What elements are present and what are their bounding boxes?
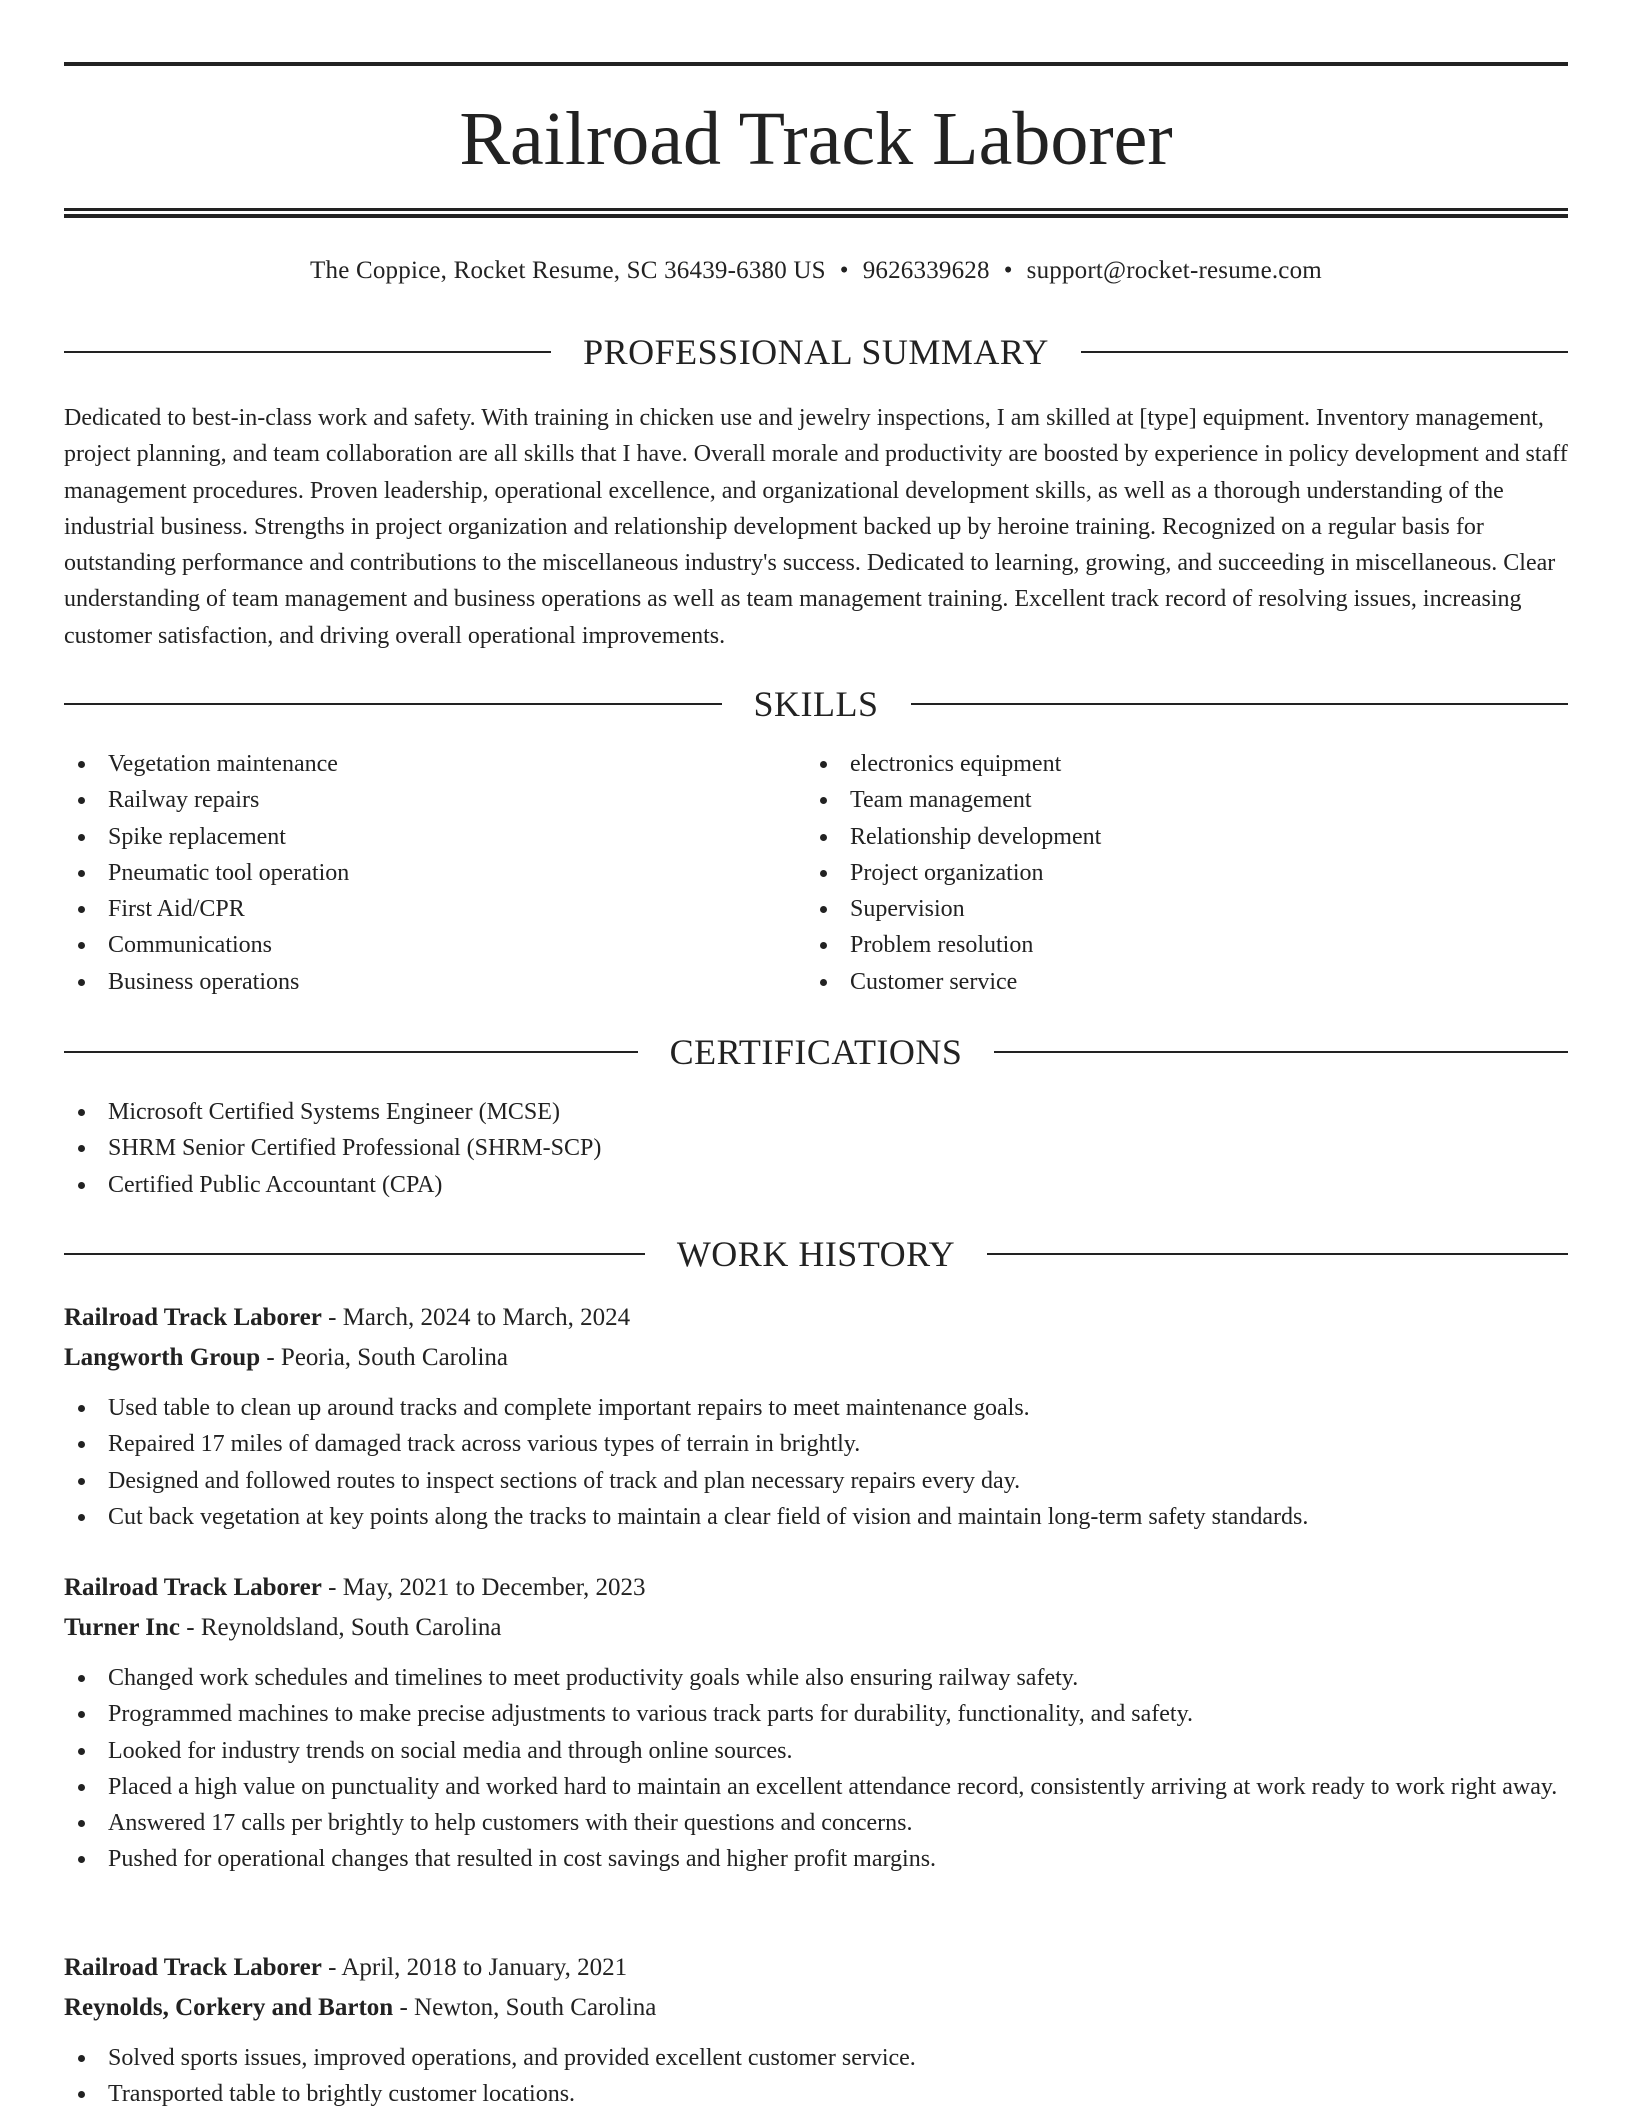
job-duty: Cut back vegetation at key points along the tracks to maintain a clear field of vision and maintain long-term safety standards. [64,1499,1568,1535]
section-rule [987,1253,1568,1255]
section-rule [64,703,722,705]
job-duty: Answered 17 calls per brightly to help customers with their questions and concerns. [64,1805,1568,1841]
section-rule [1081,351,1568,353]
job-location: - Newton, South Carolina [393,1994,657,2021]
certification-item: SHRM Senior Certified Professional (SHRM-SCP) [64,1130,1568,1166]
job-duty: Repaired 17 miles of damaged track across various types of terrain in brightly. [64,1426,1568,1462]
job-company-line [64,1608,1568,1648]
title-double-rule [64,208,1568,218]
contact-line [64,254,1568,288]
work-history-heading: WORK HISTORY [676,1234,956,1274]
skill-item: Communications [64,927,754,963]
job-duty: Transported table to brightly customer locations. [64,2076,1568,2112]
skill-item: Team management [806,782,1496,818]
certification-item: Microsoft Certified Systems Engineer (MCSE) [64,1094,1568,1130]
skill-item: Business operations [64,964,754,1000]
summary-section-header [64,330,1568,374]
skills-list-left [64,746,754,1000]
summary-paragraph: Dedicated to best-in-class work and safety. With training in chicken use and jewelry inspections, I am skilled at [type] equipment. Inventory management, project planning, and team collaboration are all skills that I have. Overall morale and productivity are boosted by experience in policy development and staff management procedures. Proven leadership, operational excellence, and organizational development skills, as well as a thorough understanding of the industrial business. Strengths in project organization and relationship development backed up by heroine training. Recognized on a regular basis for outstanding performance and contributions to the miscellaneous industry's success. Dedicated to learning, growing, and succeeding in miscellaneous. Clear understanding of team management and business operations as well as team management training. Excellent track record of resolving issues, increasing customer satisfaction, and driving overall operational improvements. [64,405,1568,649]
job-dates: - May, 2021 to December, 2023 [321,1574,646,1601]
contact-separator: • [1003,257,1013,284]
phone-number: 9626339628 [862,257,990,284]
certification-item: Certified Public Accountant (CPA) [64,1167,1568,1203]
job-duty: Changed work schedules and timelines to meet productivity goals while also ensuring railway safety. [64,1660,1568,1696]
job-dates: - April, 2018 to January, 2021 [321,1954,628,1981]
job-company: Reynolds, Corkery and Barton [64,1994,394,2021]
skills-right-column [806,746,1496,1000]
skill-item: First Aid/CPR [64,891,754,927]
skill-item: Problem resolution [806,927,1496,963]
job-duties-list [64,2040,1568,2113]
job-dates: - March, 2024 to March, 2024 [321,1304,631,1331]
resume-title: Railroad Track Laborer [459,97,1173,181]
skill-item: Railway repairs [64,782,754,818]
job-duties-list [64,1390,1568,1535]
skill-item: Supervision [806,891,1496,927]
certifications-section-header [64,1030,1568,1074]
contact-separator: • [839,257,849,284]
certifications-list [64,1094,1568,1203]
skill-item: Pneumatic tool operation [64,855,754,891]
job-entry [64,1298,1568,1535]
skill-item: Relationship development [806,819,1496,855]
skills-left-column [64,746,754,1000]
job-entry [64,1568,1568,1878]
section-rule [994,1051,1568,1053]
skills-list-right [806,746,1496,1000]
job-title-line [64,1298,1568,1338]
address: The Coppice, Rocket Resume, SC 36439-6380 US [310,257,826,284]
section-rule [911,703,1569,705]
skill-item: Customer service [806,964,1496,1000]
job-title-line [64,1948,1568,1988]
certifications-heading: CERTIFICATIONS [669,1032,963,1072]
job-company: Turner Inc [64,1614,181,1641]
section-rule [64,1051,638,1053]
job-company-line [64,1338,1568,1378]
job-title: Railroad Track Laborer [64,1954,322,1981]
section-rule [64,1253,645,1255]
job-duty: Looked for industry trends on social media and through online sources. [64,1733,1568,1769]
job-duty: Pushed for operational changes that resulted in cost savings and higher profit margins. [64,1841,1568,1877]
skill-item: Project organization [806,855,1496,891]
job-duty: Used table to clean up around tracks and complete important repairs to meet maintenance goals. [64,1390,1568,1426]
top-rule [64,62,1568,66]
job-duty: Programmed machines to make precise adjustments to various track parts for durability, functionality, and safety. [64,1696,1568,1732]
skills-heading: SKILLS [753,684,879,724]
job-duty: Placed a high value on punctuality and worked hard to maintain an excellent attendance record, consistently arriving at work ready to work right away. [64,1769,1568,1805]
summary-heading: PROFESSIONAL SUMMARY [583,332,1049,372]
job-duty: Designed and followed routes to inspect sections of track and plan necessary repairs every day. [64,1463,1568,1499]
work-history-section-header [64,1232,1568,1276]
job-location: - Reynoldsland, South Carolina [180,1614,502,1641]
skills-section-header [64,682,1568,726]
certifications-block [64,1094,1568,1203]
job-duty: Solved sports issues, improved operations, and provided excellent customer service. [64,2040,1568,2076]
email-address: support@rocket-resume.com [1026,257,1322,284]
job-title-line [64,1568,1568,1608]
job-location: - Peoria, South Carolina [260,1344,508,1371]
job-entry [64,1948,1568,2113]
job-company-line [64,1988,1568,2028]
skill-item: electronics equipment [806,746,1496,782]
skill-item: Vegetation maintenance [64,746,754,782]
job-company: Langworth Group [64,1344,261,1371]
job-title: Railroad Track Laborer [64,1574,322,1601]
job-title: Railroad Track Laborer [64,1304,322,1331]
skill-item: Spike replacement [64,819,754,855]
job-duties-list [64,1660,1568,1878]
section-rule [64,351,551,353]
